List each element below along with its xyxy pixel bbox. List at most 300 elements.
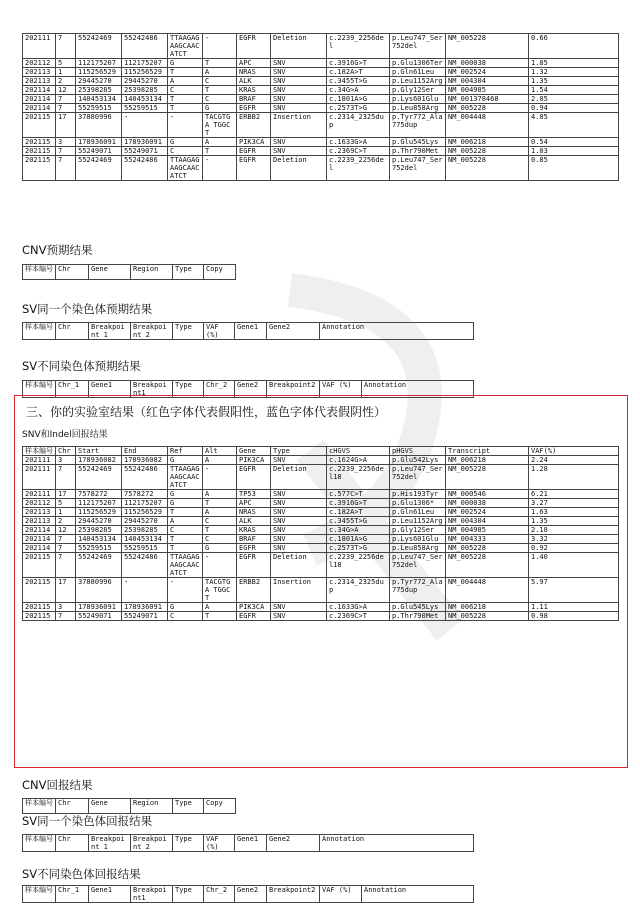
table-cell: Insertion [271,578,327,603]
table-cell: SNV [271,68,327,77]
header-cell: VAF (%) [320,886,362,903]
table-cell: 1.35 [529,517,619,526]
table-cell: 1.35 [529,77,619,86]
table-cell: NM_004448 [446,578,529,603]
table-cell: SNV [271,456,327,465]
table-cell: c.2239_2256del [327,34,390,59]
table-cell: G [168,499,203,508]
table-cell: p.Gln61Leu [390,508,446,517]
table-cell: NM_005228 [446,465,529,490]
table-header-row [23,835,474,852]
table-cell: 178936091 [76,138,122,147]
table-cell: p.Leu747_Ser 752del [390,156,446,181]
table-cell: EGFR [237,465,271,490]
table-cell: NM_001378468 [446,95,529,104]
table-row [23,68,619,77]
table-cell: KRAS [237,526,271,535]
table-cell: c.2573T>G [327,544,390,553]
header-cell: Start [76,447,122,456]
table-row [23,34,619,59]
header-cell: Alt [203,447,237,456]
table-cell: 7 [56,553,76,578]
table-cell: 202113 [23,77,56,86]
table-cell: NM_005228 [446,147,529,156]
header-cell: Type [173,381,204,398]
table-cell: 55242469 [76,156,122,181]
header-cell: Chr_1 [56,886,89,903]
table-cell: 140453134 [76,535,122,544]
table-cell: NM_004333 [446,535,529,544]
sv-same-expected-title: SV同一个染色体预期结果 [22,302,153,316]
table-cell: 37880996 [76,578,122,603]
header-cell: Breakpoint 1 [89,835,131,852]
table-cell: TTAAGAG AAGCAAC ATCT [168,156,203,181]
sv-same-report-title: SV同一个染色体回报结果 [22,814,153,828]
table-cell: NM_002524 [446,68,529,77]
table-cell: PIK3CA [237,456,271,465]
table-cell: SNV [271,59,327,68]
header-cell: Copy [204,265,236,280]
header-cell: Chr [56,835,89,852]
table-cell: SNV [271,603,327,612]
sv-diff-report-table [22,885,474,903]
lab-results-title: 三、你的实验室结果（红色字体代表假阳性，蓝色字体代表假阴性） [26,405,387,419]
table-cell: p.Glu545Lys [390,138,446,147]
cnv-expected-table [22,264,236,280]
table-cell: - [122,578,168,603]
table-cell: c.2573T>G [327,104,390,113]
header-cell: Gene2 [235,886,267,903]
table-cell: 12 [56,86,76,95]
cnv-expected-title: CNV预期结果 [22,243,93,257]
table-cell: NM_005228 [446,104,529,113]
header-cell: VAF (%) [204,835,235,852]
table-cell: NM_004304 [446,77,529,86]
table-cell: T [203,86,237,95]
header-cell: cHGVS [327,447,390,456]
table-cell: 17 [56,113,76,138]
table-cell: NM_000546 [446,490,529,499]
table-cell: 7 [56,465,76,490]
table-row [23,156,619,181]
table-cell: NRAS [237,68,271,77]
table-cell: 29445270 [76,517,122,526]
table-cell: c.3455T>G [327,77,390,86]
table-row [23,59,619,68]
header-cell: Annotation [320,835,474,852]
cnv-report-table [22,798,236,814]
header-cell: Breakpoint2 [267,886,320,903]
table-cell: p.Thr790Met [390,612,446,621]
table-cell: c.2369C>T [327,612,390,621]
header-cell: Type [173,835,204,852]
header-cell: Gene2 [235,381,267,398]
table-cell: T [168,535,203,544]
table-cell: 1.28 [529,465,619,490]
table-cell: 7 [56,34,76,59]
header-cell: Breakpoint 2 [131,835,173,852]
table-cell: NM_005228 [446,544,529,553]
table-cell: p.Leu1152Arg [390,77,446,86]
table-cell: 202115 [23,578,56,603]
table-cell: 55242486 [122,465,168,490]
table-cell: TACGTGA TGGCT [203,113,237,138]
header-cell: Copy [204,799,236,814]
table-cell: NM_005228 [446,612,529,621]
table-row [23,113,619,138]
header-cell: Chr [56,447,76,456]
table-cell: 55242469 [76,34,122,59]
table-cell: c.34G>A [327,86,390,95]
table-cell: Deletion [271,465,327,490]
header-cell: Chr_1 [56,381,89,398]
table-cell: A [203,508,237,517]
table-header-row [23,799,236,814]
sv-same-report-table [22,834,474,852]
table-cell: 55242486 [122,553,168,578]
table-cell: 55249071 [122,147,168,156]
table-cell: 29445270 [122,517,168,526]
table-cell: ERBB2 [237,113,271,138]
table-cell: - [168,113,203,138]
table-row [23,95,619,104]
table-cell: 6.21 [529,490,619,499]
table-cell: - [122,113,168,138]
table-cell: NM_004304 [446,517,529,526]
table-cell: 25398285 [76,526,122,535]
table-cell: 55259515 [122,544,168,553]
header-cell: Chr_2 [204,886,235,903]
table-cell: A [168,77,203,86]
table-cell: 55249071 [122,612,168,621]
table-cell: 178936082 [76,456,122,465]
table-cell: TACGTGA TGGCT [203,578,237,603]
header-cell: Annotation [362,381,474,398]
table-cell: EGFR [237,104,271,113]
header-cell: Type [173,886,204,903]
table-cell: 1.32 [529,68,619,77]
table-cell: SNV [271,86,327,95]
table-cell: 25398285 [76,86,122,95]
header-cell: Gene1 [89,381,131,398]
table-cell: C [203,77,237,86]
table-cell: Deletion [271,34,327,59]
table-cell: NM_004448 [446,113,529,138]
table-cell: 115256529 [122,68,168,77]
table-cell: 202111 [23,465,56,490]
table-cell: 178936091 [122,603,168,612]
table-cell: - [203,34,237,59]
table-cell: KRAS [237,86,271,95]
table-cell: 7 [56,95,76,104]
table-cell: 29445270 [76,77,122,86]
table-header-row [23,886,474,903]
table-cell: G [168,603,203,612]
table-cell: A [203,603,237,612]
table-cell: G [168,59,203,68]
table-row [23,508,619,517]
table-cell: 2 [56,517,76,526]
header-cell: Gene2 [267,323,320,340]
table-cell: SNV [271,526,327,535]
table-cell: 202112 [23,59,56,68]
table-cell: 17 [56,578,76,603]
table-cell: 202114 [23,544,56,553]
header-cell: 样本编号 [23,799,56,814]
table-cell: c.1624G>A [327,456,390,465]
table-cell: 5 [56,499,76,508]
table-cell: p.Glu545Lys [390,603,446,612]
table-cell: p.Leu1152Arg [390,517,446,526]
table-cell: 29445270 [122,77,168,86]
table-cell: NM_000038 [446,499,529,508]
table-cell: 202115 [23,553,56,578]
table-cell: p.Lys601Glu [390,535,446,544]
table-cell: SNV [271,138,327,147]
header-cell: Breakpoint1 [131,381,173,398]
table-cell: 7 [56,147,76,156]
table-cell: C [168,526,203,535]
table-cell: 2 [56,77,76,86]
header-cell: Type [271,447,327,456]
table-cell: 202115 [23,113,56,138]
table-row [23,526,619,535]
table-row [23,612,619,621]
table-cell: 178936082 [122,456,168,465]
header-cell: pHGVS [390,447,446,456]
header-cell: Chr [56,323,89,340]
table-cell: C [168,612,203,621]
table-cell: c.2369C>T [327,147,390,156]
table-cell: p.Tyr772_Ala 775dup [390,113,446,138]
table-cell: SNV [271,517,327,526]
header-cell: Breakpoint 1 [89,323,131,340]
table-cell: A [168,517,203,526]
table-cell: - [203,465,237,490]
table-cell: 1.11 [529,603,619,612]
table-cell: 202114 [23,526,56,535]
table-cell: p.Leu747_Ser 752del [390,553,446,578]
table-cell: C [203,535,237,544]
table-cell: TTAAGAG AAGCAAC ATCT [168,553,203,578]
table-cell: p.Glu1306Ter [390,59,446,68]
table-cell: 202114 [23,535,56,544]
table-cell: 1.85 [529,59,619,68]
table-cell: NM_000038 [446,59,529,68]
table-cell: Deletion [271,156,327,181]
header-cell: Chr [56,799,89,814]
table-cell: 12 [56,526,76,535]
table-cell: 202115 [23,138,56,147]
header-cell: 样本编号 [23,835,56,852]
table-cell: 0.85 [529,156,619,181]
header-cell: 样本编号 [23,265,56,280]
table-cell: c.34G>A [327,526,390,535]
table-cell: 202113 [23,508,56,517]
table-cell: NM_002524 [446,508,529,517]
table-cell: BRAF [237,535,271,544]
table-cell: Deletion [271,553,327,578]
table-cell: 202112 [23,499,56,508]
table-cell: 202113 [23,517,56,526]
header-cell: Gene2 [267,835,320,852]
table-cell: 3 [56,603,76,612]
table-cell: T [203,59,237,68]
table-cell: c.2239_2256del18 [327,465,390,490]
header-cell: 样本编号 [23,381,56,398]
table-cell: 2.05 [529,95,619,104]
table-row [23,104,619,113]
header-cell: Chr [56,265,89,280]
table-cell: 202111 [23,456,56,465]
table-cell: 3 [56,456,76,465]
table-row [23,553,619,578]
table-cell: 202114 [23,95,56,104]
table-cell: p.Tyr772_Ala 775dup [390,578,446,603]
table-cell: G [203,544,237,553]
table-cell: c.2239_2256del [327,156,390,181]
table-cell: NM_006218 [446,456,529,465]
header-cell: VAF (%) [320,381,362,398]
table-cell: 0.54 [529,138,619,147]
table-cell: EGFR [237,147,271,156]
table-cell: T [168,104,203,113]
table-cell: APC [237,499,271,508]
table-cell: T [168,508,203,517]
table-row [23,465,619,490]
table-cell: - [203,553,237,578]
table-cell: p.Lys601Glu [390,95,446,104]
table-cell: SNV [271,499,327,508]
table-cell: p.Glu542Lys [390,456,446,465]
table-cell: TTAAGAG AAGCAAC ATCT [168,465,203,490]
table-cell: 140453134 [76,95,122,104]
table-cell: SNV [271,104,327,113]
table-cell: 7 [56,612,76,621]
table-cell: SNV [271,544,327,553]
table-row [23,490,619,499]
table-cell: 115256529 [76,68,122,77]
table-cell: p.Thr790Met [390,147,446,156]
table-cell: p.Leu858Arg [390,104,446,113]
header-cell: Type [173,265,204,280]
table-cell: 202115 [23,603,56,612]
header-cell: 样本编号 [23,323,56,340]
header-cell: Annotation [320,323,474,340]
table-cell: NM_006218 [446,603,529,612]
table-cell: 1.40 [529,553,619,578]
table-cell: 112175207 [122,499,168,508]
table-cell: A [203,456,237,465]
table-row [23,535,619,544]
table-cell: c.1801A>G [327,535,390,544]
table-cell: 55259515 [122,104,168,113]
table-cell: c.1633G>A [327,603,390,612]
table-cell: EGFR [237,553,271,578]
table-cell: ALK [237,517,271,526]
table-cell: TTAAGAG AAGCAAC ATCT [168,34,203,59]
table-cell: NM_005228 [446,156,529,181]
table-cell: 115256529 [122,508,168,517]
header-cell: Gene1 [235,835,267,852]
table-row [23,86,619,95]
table-cell: 3 [56,138,76,147]
table-cell: 37880996 [76,113,122,138]
table-cell: 1.03 [529,147,619,156]
table-row [23,603,619,612]
table-cell: 55259515 [76,544,122,553]
table-cell: 140453134 [122,535,168,544]
table-cell: T [168,544,203,553]
table-cell: A [203,490,237,499]
header-cell: Ref [168,447,203,456]
table-row [23,499,619,508]
table-cell: 202115 [23,612,56,621]
table-cell: 7578272 [122,490,168,499]
table-cell: 25398285 [122,526,168,535]
table-cell: 5 [56,59,76,68]
table-cell: p.Gly12Ser [390,86,446,95]
table-cell: G [168,456,203,465]
table-cell: 55242486 [122,156,168,181]
table-cell: NM_004985 [446,526,529,535]
table-cell: G [203,104,237,113]
header-cell: VAF(%) [529,447,619,456]
table-cell: 1 [56,508,76,517]
table-cell: 112175207 [122,59,168,68]
table-cell: SNV [271,490,327,499]
table-row [23,544,619,553]
table-cell: APC [237,59,271,68]
expected-snv-table [22,33,619,181]
table-cell: 202113 [23,68,56,77]
table-cell: c.577C>T [327,490,390,499]
table-cell: 178936091 [76,603,122,612]
table-cell: 2.18 [529,526,619,535]
table-cell: C [203,95,237,104]
header-cell: End [122,447,168,456]
table-cell: 140453134 [122,95,168,104]
table-cell: 115256529 [76,508,122,517]
table-cell: 55242469 [76,465,122,490]
header-cell: Breakpoint2 [267,381,320,398]
table-cell: c.3916G>T [327,499,390,508]
table-cell: 7 [56,104,76,113]
table-cell: c.182A>T [327,68,390,77]
header-cell: VAF (%) [204,323,235,340]
table-cell: p.Gln61Leu [390,68,446,77]
table-cell: A [203,138,237,147]
cnv-report-title: CNV回报结果 [22,778,93,792]
header-cell: Type [173,799,204,814]
table-cell: NM_004985 [446,86,529,95]
header-cell: Type [173,323,204,340]
table-cell: A [203,68,237,77]
table-cell: C [168,86,203,95]
header-cell: Breakpoint 2 [131,323,173,340]
table-cell: 0.66 [529,34,619,59]
table-header-row [23,265,236,280]
table-cell: p.Gly12Ser [390,526,446,535]
table-cell: C [168,147,203,156]
header-cell: Annotation [362,886,474,903]
table-cell: - [168,578,203,603]
table-cell: SNV [271,77,327,86]
table-cell: 0.92 [529,544,619,553]
lab-snv-table [22,446,619,621]
table-cell: T [203,499,237,508]
table-cell: p.Leu858Arg [390,544,446,553]
